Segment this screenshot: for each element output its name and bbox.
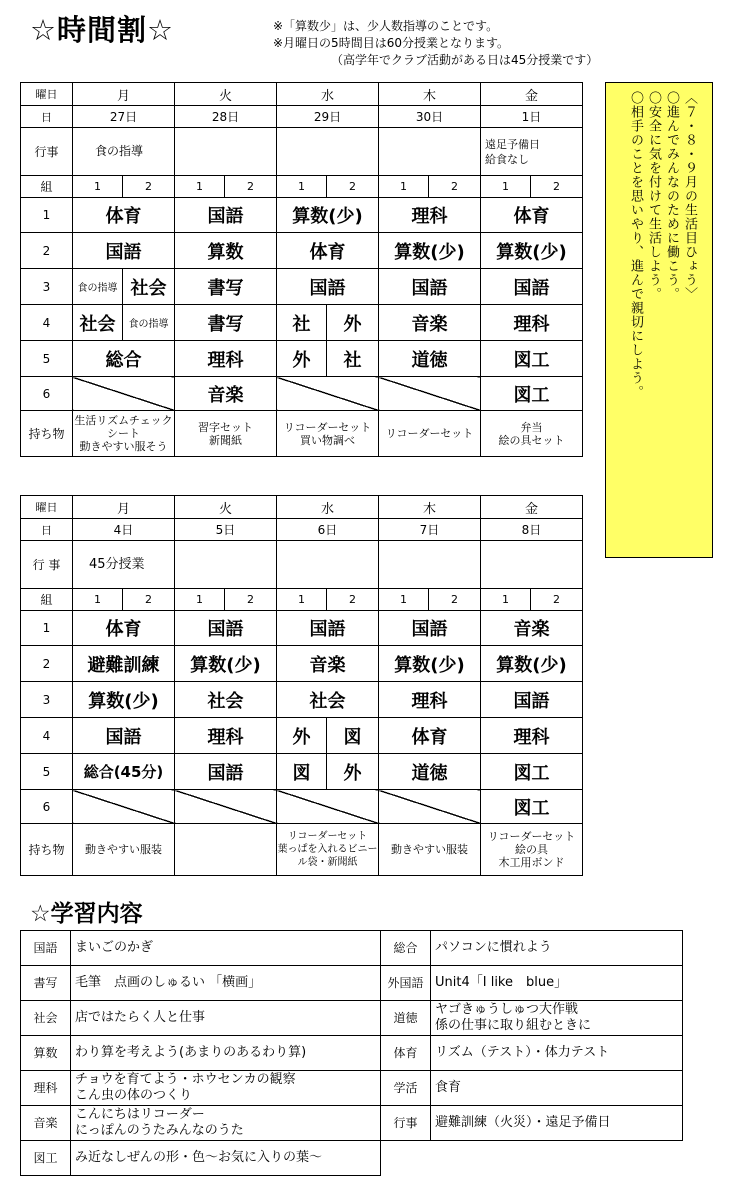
period-3: 3 [21, 682, 73, 718]
monthly-goal-text [626, 91, 698, 551]
lesson: 算数(少) [481, 646, 583, 682]
group-1: 1 [277, 589, 327, 611]
group-2: 2 [123, 589, 175, 611]
event-mon: 45分授業 [73, 541, 175, 589]
study-subject: 国語 [21, 931, 71, 966]
group-1: 1 [481, 176, 531, 198]
period-2: 2 [21, 646, 73, 682]
items-tue [175, 824, 277, 876]
lesson: 外 [327, 754, 379, 790]
no-class-cell [379, 790, 481, 824]
date-fri: 8日 [481, 519, 583, 541]
day-wed: 水 [277, 496, 379, 519]
study-subject: 学活 [381, 1071, 431, 1106]
study-subject: 社会 [21, 1001, 71, 1036]
lesson: 国語 [175, 198, 277, 233]
items-mon: 生活リズムチェックシート 動きやすい服そう [73, 411, 175, 457]
group-2: 2 [225, 176, 277, 198]
study-content: リズム（テスト）・体力テスト [431, 1036, 683, 1071]
no-class-cell [73, 377, 175, 411]
date-wed: 29日 [277, 106, 379, 128]
study-content: 食育 [431, 1071, 683, 1106]
study-subject: 道徳 [381, 1001, 431, 1036]
event-mon: 食の指導 [73, 128, 175, 176]
study-subject: 体育 [381, 1036, 431, 1071]
lesson: 図工 [481, 754, 583, 790]
lesson: 道徳 [379, 341, 481, 377]
lesson: 道徳 [379, 754, 481, 790]
blank-cell [381, 1141, 431, 1176]
lesson: 国語 [481, 269, 583, 305]
study-subject: 音楽 [21, 1106, 71, 1141]
lesson: 社会 [73, 305, 123, 341]
date-mon: 27日 [73, 106, 175, 128]
study-subject: 行事 [381, 1106, 431, 1141]
lesson: 書写 [175, 305, 277, 341]
header-mochimono: 持ち物 [21, 824, 73, 876]
header-youbi: 曜日 [21, 83, 73, 106]
note-line: ※「算数少」は、少人数指導のことです。 [273, 19, 499, 33]
no-class-cell [73, 790, 175, 824]
goal-line: 〇安全に気を付けて生活しよう。 [646, 91, 661, 301]
lesson: 理科 [481, 305, 583, 341]
timetable-week1 [20, 82, 583, 457]
group-2: 2 [531, 176, 583, 198]
period-6: 6 [21, 790, 73, 824]
study-content: チョウを育てよう・ホウセンカの観察 こん虫の体のつくり [71, 1071, 381, 1106]
day-thu: 木 [379, 496, 481, 519]
lesson: 国語 [73, 718, 175, 754]
study-subject: 総合 [381, 931, 431, 966]
study-content: Unit4「I like blue」 [431, 966, 683, 1001]
lesson: 国語 [73, 233, 175, 269]
lesson: 国語 [481, 682, 583, 718]
lesson: 書写 [175, 269, 277, 305]
goal-line: 〇相手のことを思いやり、進んで親切にしよう。 [628, 91, 643, 399]
lesson: 音楽 [175, 377, 277, 411]
group-1: 1 [277, 176, 327, 198]
study-content: ヤゴきゅうしゅつ大作戦 係の仕事に取り組むときに [431, 1001, 683, 1036]
group-1: 1 [73, 176, 123, 198]
lesson: 総合 [73, 341, 175, 377]
lesson: 算数(少) [277, 198, 379, 233]
lesson: 国語 [379, 611, 481, 646]
lesson: 算数(少) [379, 646, 481, 682]
lesson: 算数(少) [379, 233, 481, 269]
period-5: 5 [21, 341, 73, 377]
study-content: み近なしぜんの形・色～お気に入りの葉～ [71, 1141, 381, 1176]
date-fri: 1日 [481, 106, 583, 128]
header-mochimono: 持ち物 [21, 411, 73, 457]
lesson: 社 [277, 305, 327, 341]
monthly-goal-box [605, 82, 713, 558]
group-2: 2 [429, 176, 481, 198]
header-hi: 日 [21, 519, 73, 541]
day-tue: 火 [175, 83, 277, 106]
lesson: 音楽 [277, 646, 379, 682]
header-hi: 日 [21, 106, 73, 128]
lesson: 社会 [277, 682, 379, 718]
lesson: 音楽 [481, 611, 583, 646]
header-kumi: 組 [21, 176, 73, 198]
period-3: 3 [21, 269, 73, 305]
goal-title: 〈７・８・９月の生活目ひょう〉 [682, 91, 697, 301]
lesson: 理科 [481, 718, 583, 754]
header-gyouji: 行事 [21, 128, 73, 176]
event-wed [277, 541, 379, 589]
study-subject: 理科 [21, 1071, 71, 1106]
lesson: 図工 [481, 377, 583, 411]
lesson: 図 [277, 754, 327, 790]
lesson: 体育 [73, 198, 175, 233]
items-wed: リコーダーセット 葉っぱを入れるビニール袋・新聞紙 [277, 824, 379, 876]
lesson: 国語 [175, 611, 277, 646]
lesson: 理科 [379, 198, 481, 233]
date-mon: 4日 [73, 519, 175, 541]
group-2: 2 [531, 589, 583, 611]
lesson: 避難訓練 [73, 646, 175, 682]
no-class-cell [277, 790, 379, 824]
page-title: ☆時間割☆ [30, 13, 174, 47]
period-2: 2 [21, 233, 73, 269]
lesson: 外 [277, 341, 327, 377]
group-1: 1 [379, 589, 429, 611]
group-1: 1 [73, 589, 123, 611]
event-wed [277, 128, 379, 176]
day-wed: 水 [277, 83, 379, 106]
study-subject: 外国語 [381, 966, 431, 1001]
group-2: 2 [327, 176, 379, 198]
note-line: （高学年でクラブ活動がある日は45分授業です） [331, 53, 599, 67]
lesson: 社 [327, 341, 379, 377]
event-thu [379, 128, 481, 176]
lesson: 国語 [277, 611, 379, 646]
day-mon: 月 [73, 496, 175, 519]
lesson: 総合(45分) [73, 754, 175, 790]
lesson: 理科 [175, 718, 277, 754]
lesson: 食の指導 [73, 269, 123, 305]
group-1: 1 [175, 589, 225, 611]
lesson: 体育 [277, 233, 379, 269]
no-class-cell [175, 790, 277, 824]
lesson: 国語 [277, 269, 379, 305]
date-tue: 28日 [175, 106, 277, 128]
period-5: 5 [21, 754, 73, 790]
group-2: 2 [429, 589, 481, 611]
day-fri: 金 [481, 496, 583, 519]
lesson: 体育 [379, 718, 481, 754]
study-content: わり算を考えよう(あまりのあるわり算) [71, 1036, 381, 1071]
items-thu: リコーダーセット [379, 411, 481, 457]
no-class-cell [379, 377, 481, 411]
note-line: ※月曜日の5時間目は60分授業となります。 [273, 36, 510, 50]
lesson: 算数(少) [73, 682, 175, 718]
header-kumi: 組 [21, 589, 73, 611]
period-6: 6 [21, 377, 73, 411]
lesson: 算数(少) [481, 233, 583, 269]
lesson: 外 [327, 305, 379, 341]
timetable-week2 [20, 495, 583, 876]
study-subject: 書写 [21, 966, 71, 1001]
period-4: 4 [21, 305, 73, 341]
date-tue: 5日 [175, 519, 277, 541]
lesson: 算数 [175, 233, 277, 269]
study-content: パソコンに慣れよう [431, 931, 683, 966]
lesson: 社会 [123, 269, 175, 305]
lesson: 食の指導 [123, 305, 175, 341]
lesson: 算数(少) [175, 646, 277, 682]
group-1: 1 [175, 176, 225, 198]
date-thu: 30日 [379, 106, 481, 128]
lesson: 社会 [175, 682, 277, 718]
header-gyouji: 行 事 [21, 541, 73, 589]
lesson: 理科 [175, 341, 277, 377]
items-thu: 動きやすい服装 [379, 824, 481, 876]
period-4: 4 [21, 718, 73, 754]
lesson: 外 [277, 718, 327, 754]
group-1: 1 [379, 176, 429, 198]
lesson: 体育 [481, 198, 583, 233]
group-2: 2 [327, 589, 379, 611]
lesson: 図工 [481, 341, 583, 377]
group-2: 2 [123, 176, 175, 198]
notes [273, 18, 598, 69]
study-title: ☆学習内容 [30, 901, 143, 927]
items-mon: 動きやすい服装 [73, 824, 175, 876]
study-content: 店ではたらく人と仕事 [71, 1001, 381, 1036]
group-1: 1 [481, 589, 531, 611]
date-wed: 6日 [277, 519, 379, 541]
lesson: 体育 [73, 611, 175, 646]
lesson: 国語 [379, 269, 481, 305]
day-fri: 金 [481, 83, 583, 106]
lesson: 理科 [379, 682, 481, 718]
period-1: 1 [21, 611, 73, 646]
items-fri: 弁当 絵の具セット [481, 411, 583, 457]
goal-line: 〇進んでみんなのために働こう。 [664, 91, 679, 301]
event-tue [175, 541, 277, 589]
header-youbi: 曜日 [21, 496, 73, 519]
date-thu: 7日 [379, 519, 481, 541]
lesson: 音楽 [379, 305, 481, 341]
items-wed: リコーダーセット 買い物調べ [277, 411, 379, 457]
items-fri: リコーダーセット 絵の具 木工用ボンド [481, 824, 583, 876]
group-2: 2 [225, 589, 277, 611]
study-content: 毛筆 点画のしゅるい 「横画」 [71, 966, 381, 1001]
day-mon: 月 [73, 83, 175, 106]
items-tue: 習字セット 新聞紙 [175, 411, 277, 457]
day-tue: 火 [175, 496, 277, 519]
study-content: まいごのかぎ [71, 931, 381, 966]
event-thu [379, 541, 481, 589]
study-subject: 図工 [21, 1141, 71, 1176]
lesson: 図 [327, 718, 379, 754]
study-table [20, 930, 683, 1176]
study-content: こんにちはリコーダー にっぽんのうたみんなのうた [71, 1106, 381, 1141]
day-thu: 木 [379, 83, 481, 106]
event-tue [175, 128, 277, 176]
blank-cell [431, 1141, 683, 1176]
study-subject: 算数 [21, 1036, 71, 1071]
event-fri: 遠足予備日 給食なし [481, 128, 583, 176]
period-1: 1 [21, 198, 73, 233]
study-content: 避難訓練（火災）・遠足予備日 [431, 1106, 683, 1141]
lesson: 図工 [481, 790, 583, 824]
event-fri [481, 541, 583, 589]
no-class-cell [277, 377, 379, 411]
lesson: 国語 [175, 754, 277, 790]
